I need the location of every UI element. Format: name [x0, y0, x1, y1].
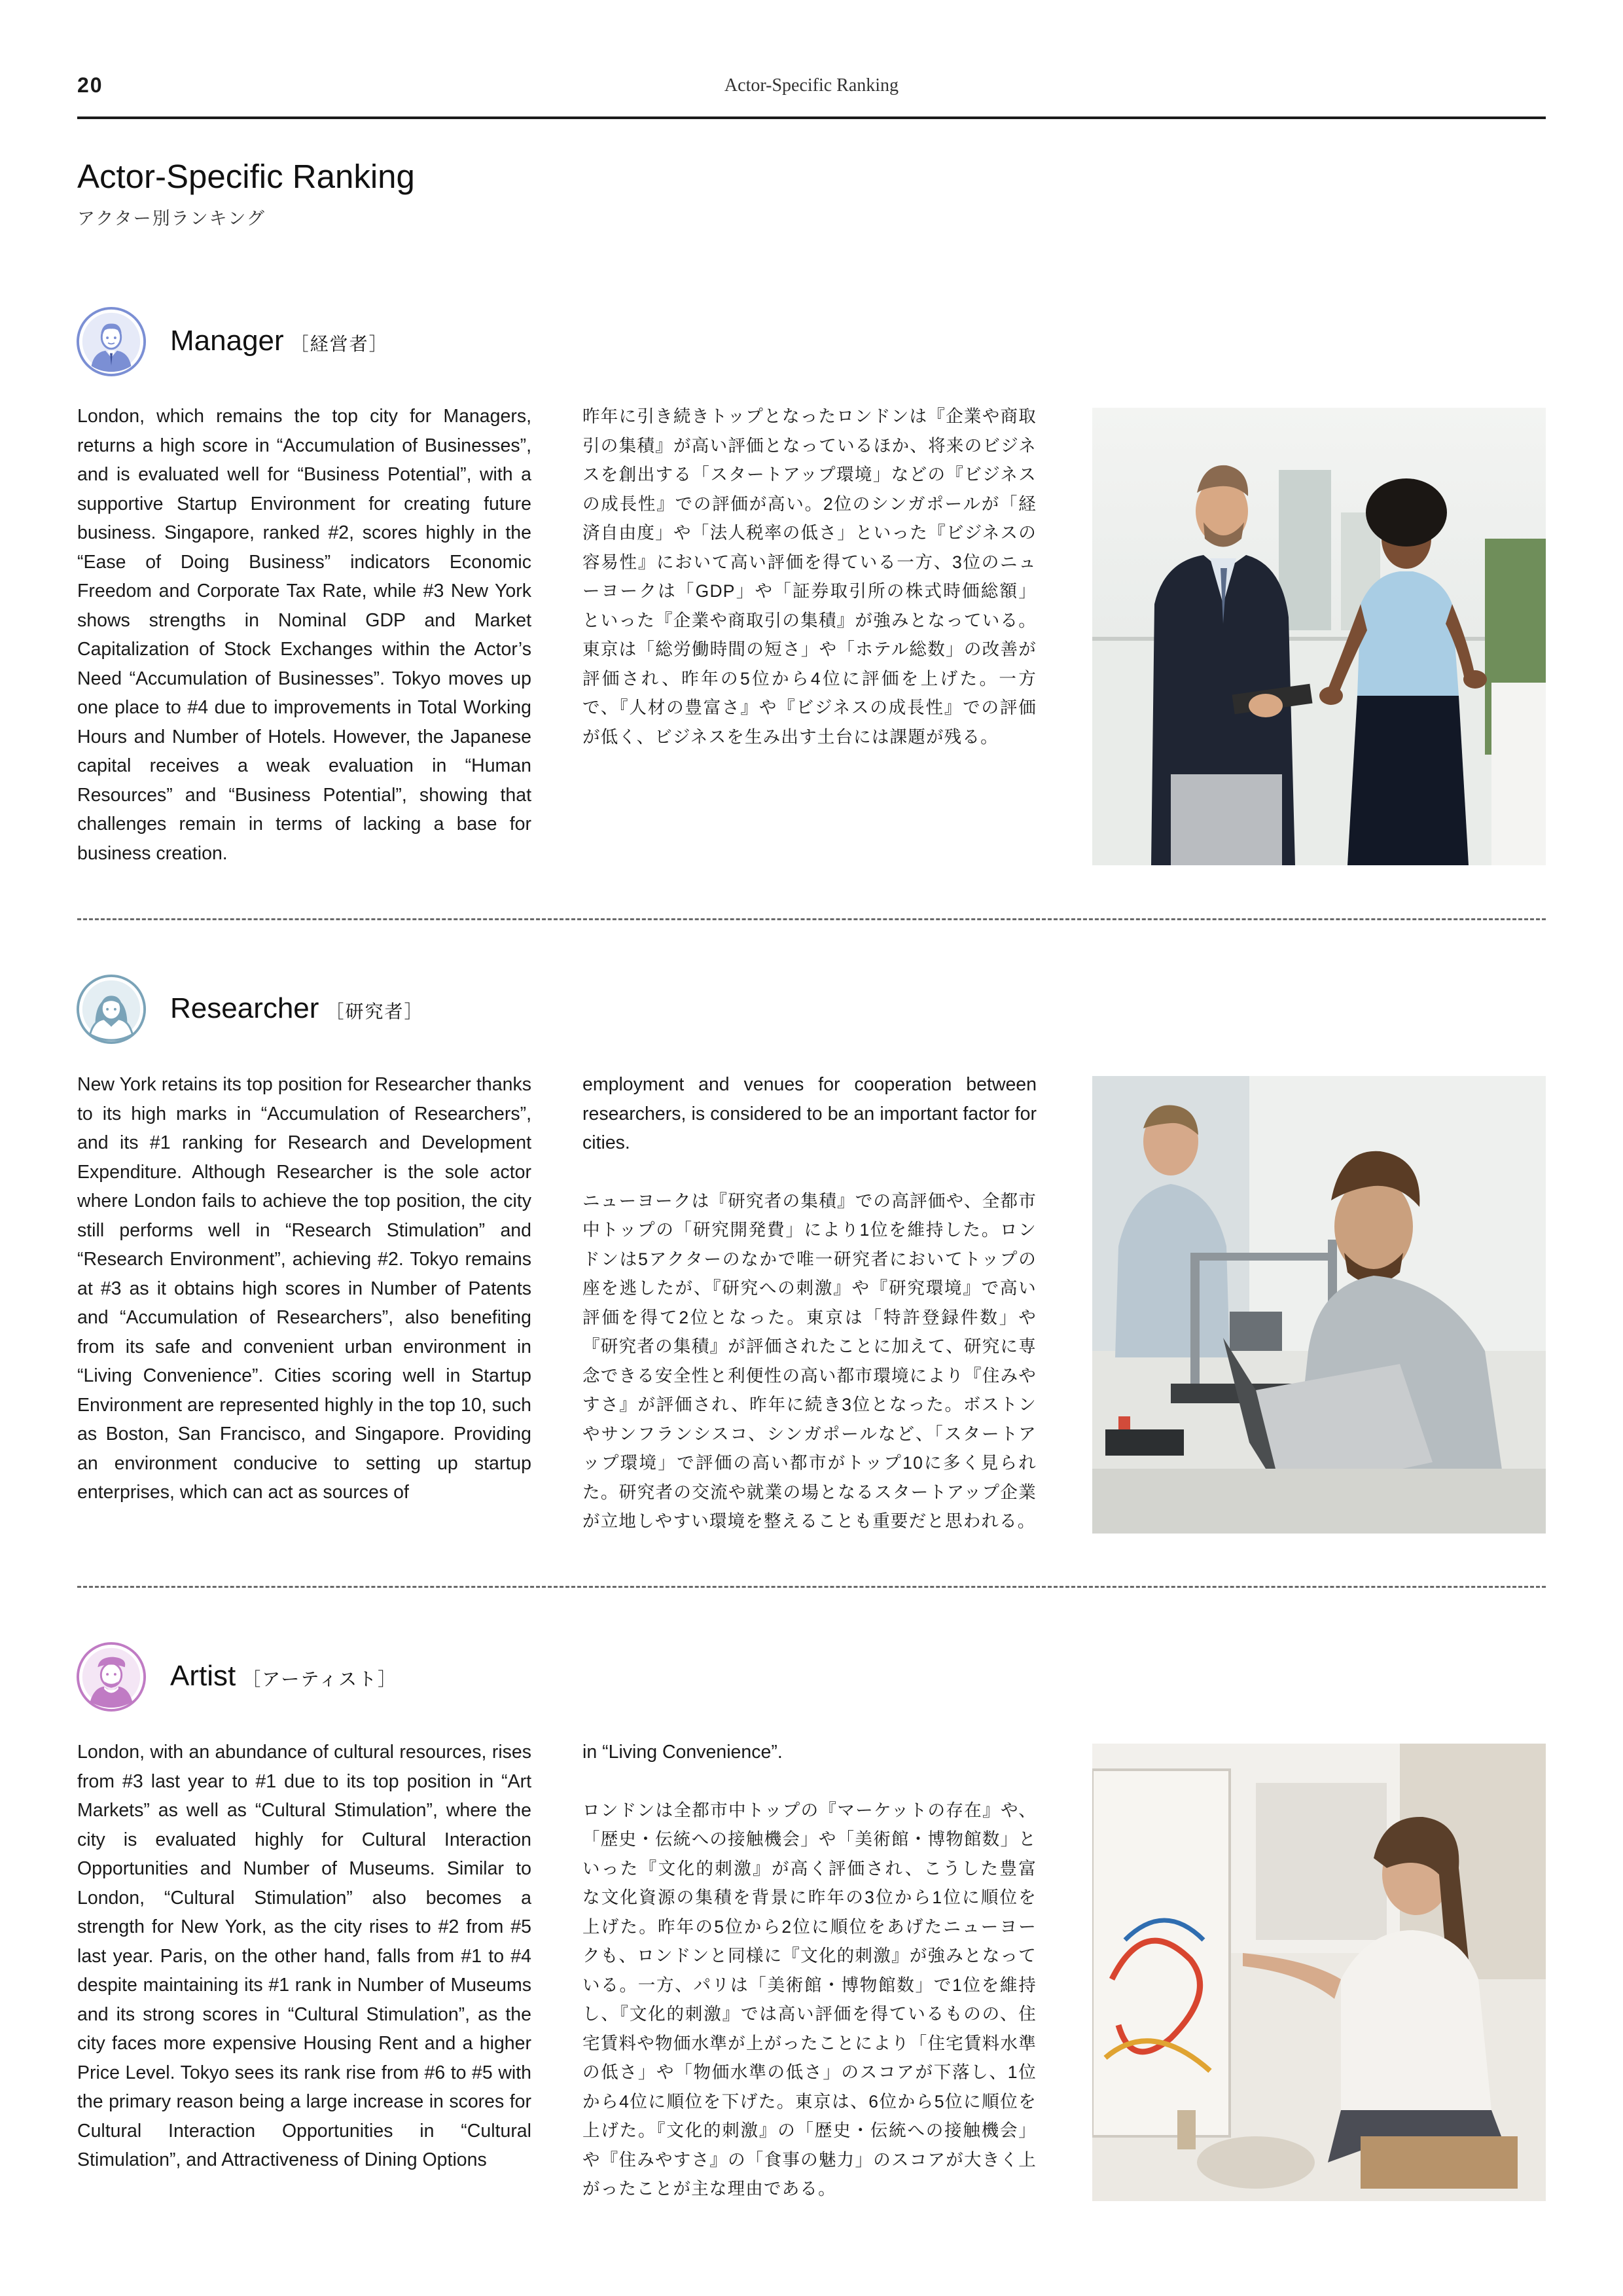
header-rule	[77, 117, 1546, 119]
researcher-avatar-icon	[76, 974, 147, 1045]
page-number: 20	[77, 73, 103, 97]
artist-section-header	[76, 1641, 147, 1715]
manager-avatar-icon	[76, 306, 147, 377]
researcher-photo	[1092, 1076, 1546, 1534]
researcher-title	[170, 992, 423, 1025]
researcher-section-header	[76, 974, 147, 1048]
researcher-title-en: Researcher	[170, 992, 319, 1024]
researcher-title-jp: ［研究者］	[325, 1001, 424, 1022]
researcher-en-paragraph: New York retains its top position for Researcher thanks to its high marks in “Accumulation of Researchers”, and its #1 ranking for Research and Development Expenditure. Although Researcher is the sole actor where London fails to achieve the top position, the city still performs well in “Research Stimulation” and “Research Environment”, achieving #2. Tokyo remains at #3 as it obtains high scores in Number of Patents and “Accumulation of Researchers”, also benefiting from its safe and convenient urban environment in “Living Convenience”. Cities scoring well in Startup Environment are represented highly in the top 10, such as Boston, San Francisco, and Singapore. Providing an environment conducive to setting up startup enterprises, which can act as sources of	[77, 1074, 531, 1503]
artist-en-text	[77, 1738, 531, 2175]
researcher-jp-paragraph: ニューヨークは『研究者の集積』での高評価や、全都市中トップの「研究開発費」により1位を維持した。ロンドンは5アクターのなかで唯一研究者においてトップの座を逃したが、『研究への刺激』や『研究環境』で高い評価を得て2位となった。東京は「特許登録件数」や『研究者の集積』が評価されたことに加えて、研究に専念できる安全性と利便性の高い都市環境により『住みやすさ』が評価され、昨年に続き3位となった。ボストンやサンフランシスコ、シンガポールなど、「スタートアップ環境」で評価の高い都市がトップ10に多く見られた。研究者の交流や就業の場となるスタートアップ企業が立地しやすい環境を整えることも重要だと思われる。	[582, 1191, 1037, 1531]
manager-en-paragraph: London, which remains the top city for Managers, returns a high score in “Accumulation of Businesses”, and is evaluated well for “Business Potential”, with a supportive Startup Environment for creating future business. Singapore, ranked #2, scores highly in the “Ease of Doing Business” indicators Economic Freedom and Corporate Tax Rate, while #3 New York shows strengths in Nominal GDP and Market Capitalization of Stock Exchanges within the Actor’s Need “Accumulation of Businesses”. Tokyo moves up one place to #4 due to improvements in Total Working Hours and Number of Hotels. However, the Japanese capital receives a weak evaluation in “Human Resources” and “Business Potential”, showing that challenges remain in terms of lacking a base for business creation.	[77, 406, 531, 864]
artist-en-continued: in “Living Convenience”.	[582, 1742, 783, 1763]
running-header: Actor-Specific Ranking	[724, 75, 899, 96]
artist-mid-column	[582, 1738, 1037, 2204]
artist-jp-paragraph: ロンドンは全都市中トップの『マーケットの存在』や、「歴史・伝統への接触機会」や「美術館・博物館数」といった『文化的刺激』が高く評価され、こうした豊富な文化資源の集積を背景に昨年の3位から1位に順位を上げた。昨年の5位から2位に順位をあげたニューヨークも、ロンドンと同様に『文化的刺激』が強みとなっている。一方、パリは「美術館・博物館数」で1位を維持し、『文化的刺激』では高い評価を得ているものの、住宅賃料や物価水準が上がったことにより「住宅賃料水準の低さ」や「物価水準の低さ」のスコアが下落し、1位から4位に順位を下げた。東京は、6位から5位に順位を上げた。『文化的刺激』の「歴史・伝統への接触機会」や『住みやすさ』の「食事の魅力」のスコアが大きく上がったことが主な理由である。	[582, 1800, 1037, 2198]
researcher-mid-column	[582, 1070, 1037, 1536]
manager-jp-paragraph: 昨年に引き続きトップとなったロンドンは『企業や商取引の集積』が高い評価となっているほか、将来のビジネスを創出する「スタートアップ環境」などの『ビジネスの成長性』での評価が高い。2位のシンガポールが「経済自由度」や「法人税率の低さ」といった『ビジネスの容易性』において高い評価を得ている一方、3位のニューヨークは「GDP」や「証券取引所の株式時価総額」といった『企業や商取引の集積』が強みとなっている。東京は「総労働時間の短さ」や「ホテル総数」の改善が評価され、昨年の5位から4位に評価を上げた。一方で、『人材の豊富さ』や『ビジネスの成長性』での評価が低く、ビジネスを生み出す土台には課題が残る。	[582, 406, 1037, 747]
section-divider	[77, 1586, 1546, 1588]
artist-title-en: Artist	[170, 1660, 236, 1692]
section-divider	[77, 918, 1546, 920]
artist-en-paragraph: London, with an abundance of cultural resources, rises from #3 last year to #1 due to its top position in “Art Markets” as well as “Cultural Stimulation”, where the city is evaluated highly for Cultural Interaction Opportunities and Number of Museums. Similar to London, “Cultural Stimulation” also becomes a strength for New York, as the city rises to #2 from #5 last year. Paris, on the other hand, falls from #1 to #4 despite maintaining its #1 rank in Number of Museums and its strong scores in “Cultural Stimulation”, as the city faces more expensive Housing Rent and a higher Price Level. Tokyo sees its rank rise from #6 to #5 with the primary reason being a large increase in scores for Cultural Interaction Opportunities in “Cultural Stimulation”, and Attractiveness of Dining Options	[77, 1742, 531, 2170]
researcher-en-text	[77, 1070, 531, 1507]
page-subtitle: アクター別ランキング	[77, 209, 266, 228]
manager-jp-text	[582, 402, 1037, 751]
manager-title	[170, 325, 389, 357]
researcher-en-continued: employment and venues for cooperation between researchers, is considered to be an important factor for cities.	[582, 1074, 1037, 1153]
artist-avatar-icon	[76, 1641, 147, 1712]
manager-title-jp: ［経営者］	[290, 334, 389, 354]
page-title: Actor-Specific Ranking	[77, 158, 415, 195]
manager-photo	[1092, 408, 1546, 865]
artist-title-jp: ［アーティスト］	[242, 1669, 398, 1689]
artist-title	[170, 1660, 397, 1693]
artist-photo	[1092, 1744, 1546, 2201]
manager-en-text	[77, 402, 531, 868]
manager-section-header	[76, 306, 147, 380]
manager-title-en: Manager	[170, 325, 284, 357]
